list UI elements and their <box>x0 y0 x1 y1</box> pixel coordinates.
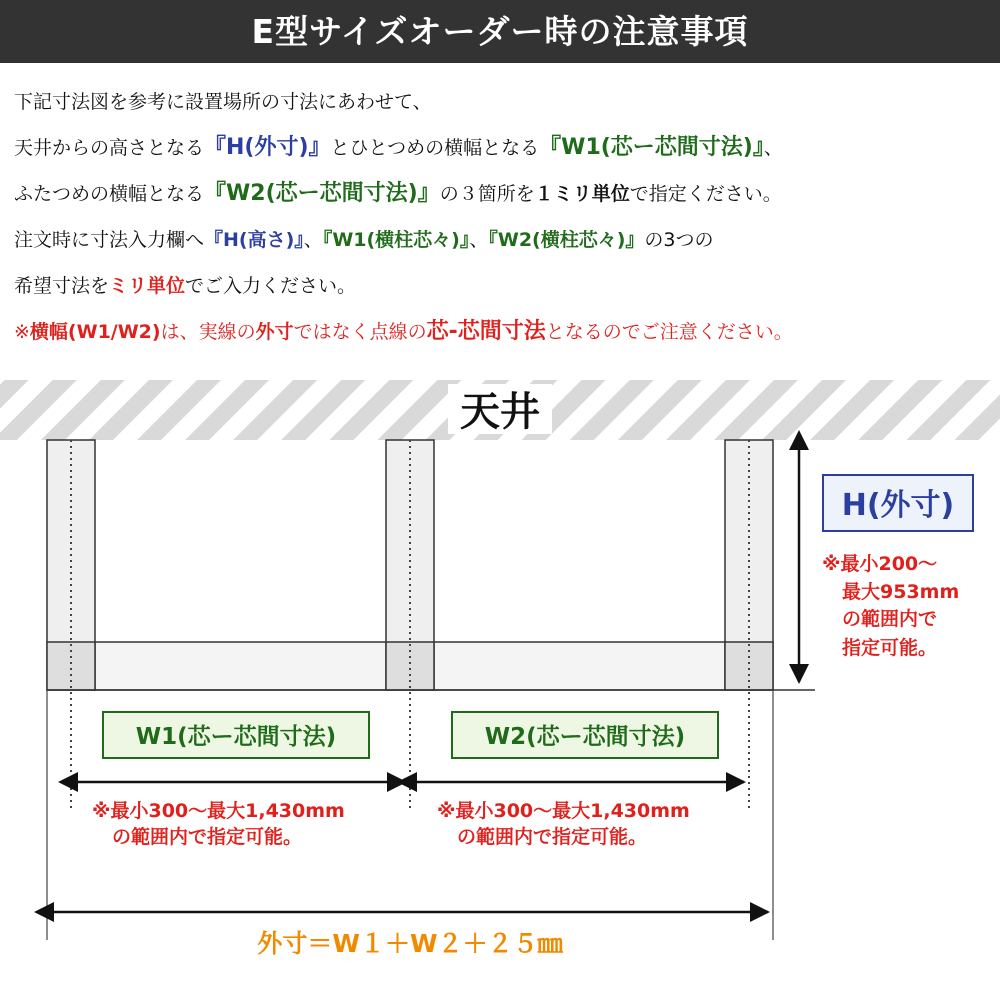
instruction-text: となるのでご注意ください。 <box>545 321 793 343</box>
h-outer-term: 『H(外寸)』 <box>204 135 331 160</box>
w2-note-1: ※最小300～最大1,430mm <box>437 800 690 822</box>
h-note-2: 最大953mm <box>842 581 960 603</box>
instruction-text: の３箇所を <box>439 183 535 205</box>
instruction-text: ふたつめの横幅となる <box>14 183 205 205</box>
instruction-text: でご入力ください。 <box>185 275 357 297</box>
instruction-text: の3つの <box>644 229 714 251</box>
frame <box>47 440 815 690</box>
width-term: 横幅(W1/W2) <box>29 321 161 343</box>
outer-term: 外寸 <box>255 321 294 343</box>
instruction-text: は、実線の <box>160 321 256 343</box>
page-title: E型サイズオーダー時の注意事項 <box>0 0 1000 63</box>
h-note-3: の範囲内で <box>842 608 938 630</box>
center-term: 芯-芯間寸法 <box>426 319 546 344</box>
instruction-text: で指定ください。 <box>629 183 782 205</box>
w2-pillar-term: 『W2(横柱芯々)』 <box>488 229 645 251</box>
instruction-text: 、 <box>469 229 489 251</box>
instruction-text: 天井からの高さとなる <box>14 137 205 159</box>
bottom-bar-left <box>95 642 386 690</box>
h-label: H(外寸) <box>841 488 955 523</box>
instruction-text: とひとつめの横幅となる <box>330 137 540 159</box>
ceiling-label: 天井 <box>460 389 540 435</box>
w1-label: W1(芯ー芯間寸法) <box>135 724 337 750</box>
h-note-4: 指定可能。 <box>842 637 938 659</box>
w2-term: 『W2(芯ー芯間寸法)』 <box>204 181 440 206</box>
outer-width-formula: 外寸＝W１＋W２＋２５㎜ <box>257 929 563 958</box>
w1-note-2: の範囲内で指定可能。 <box>112 826 303 848</box>
instruction-text: 、 <box>763 137 783 159</box>
w2-note-2: の範囲内で指定可能。 <box>457 826 648 848</box>
warning-mark: ※ <box>14 321 30 343</box>
instruction-text: 希望寸法を <box>14 275 110 297</box>
instruction-text: 下記寸法図を参考に設置場所の寸法にあわせて、 <box>14 91 432 113</box>
mm-unit-term: ミリ単位 <box>109 275 186 297</box>
h-height-term: 『H(高さ)』 <box>204 229 304 251</box>
w1-term: 『W1(芯ー芯間寸法)』 <box>539 135 764 160</box>
h-note-1: ※最小200～ <box>822 553 938 575</box>
w1-pillar-term: 『W1(横柱芯々)』 <box>322 229 470 251</box>
bottom-bar-right <box>434 642 725 690</box>
instruction-text: 、 <box>303 229 323 251</box>
joint-right <box>725 642 773 690</box>
instruction-text: ではなく点線の <box>293 321 427 343</box>
w1-note-1: ※最小300～最大1,430mm <box>92 800 345 822</box>
joint-middle <box>386 642 434 690</box>
w2-label: W2(芯ー芯間寸法) <box>484 724 686 750</box>
joint-left <box>47 642 95 690</box>
mm-unit-term: １ミリ単位 <box>534 183 630 205</box>
instruction-text: 注文時に寸法入力欄へ <box>14 229 205 251</box>
